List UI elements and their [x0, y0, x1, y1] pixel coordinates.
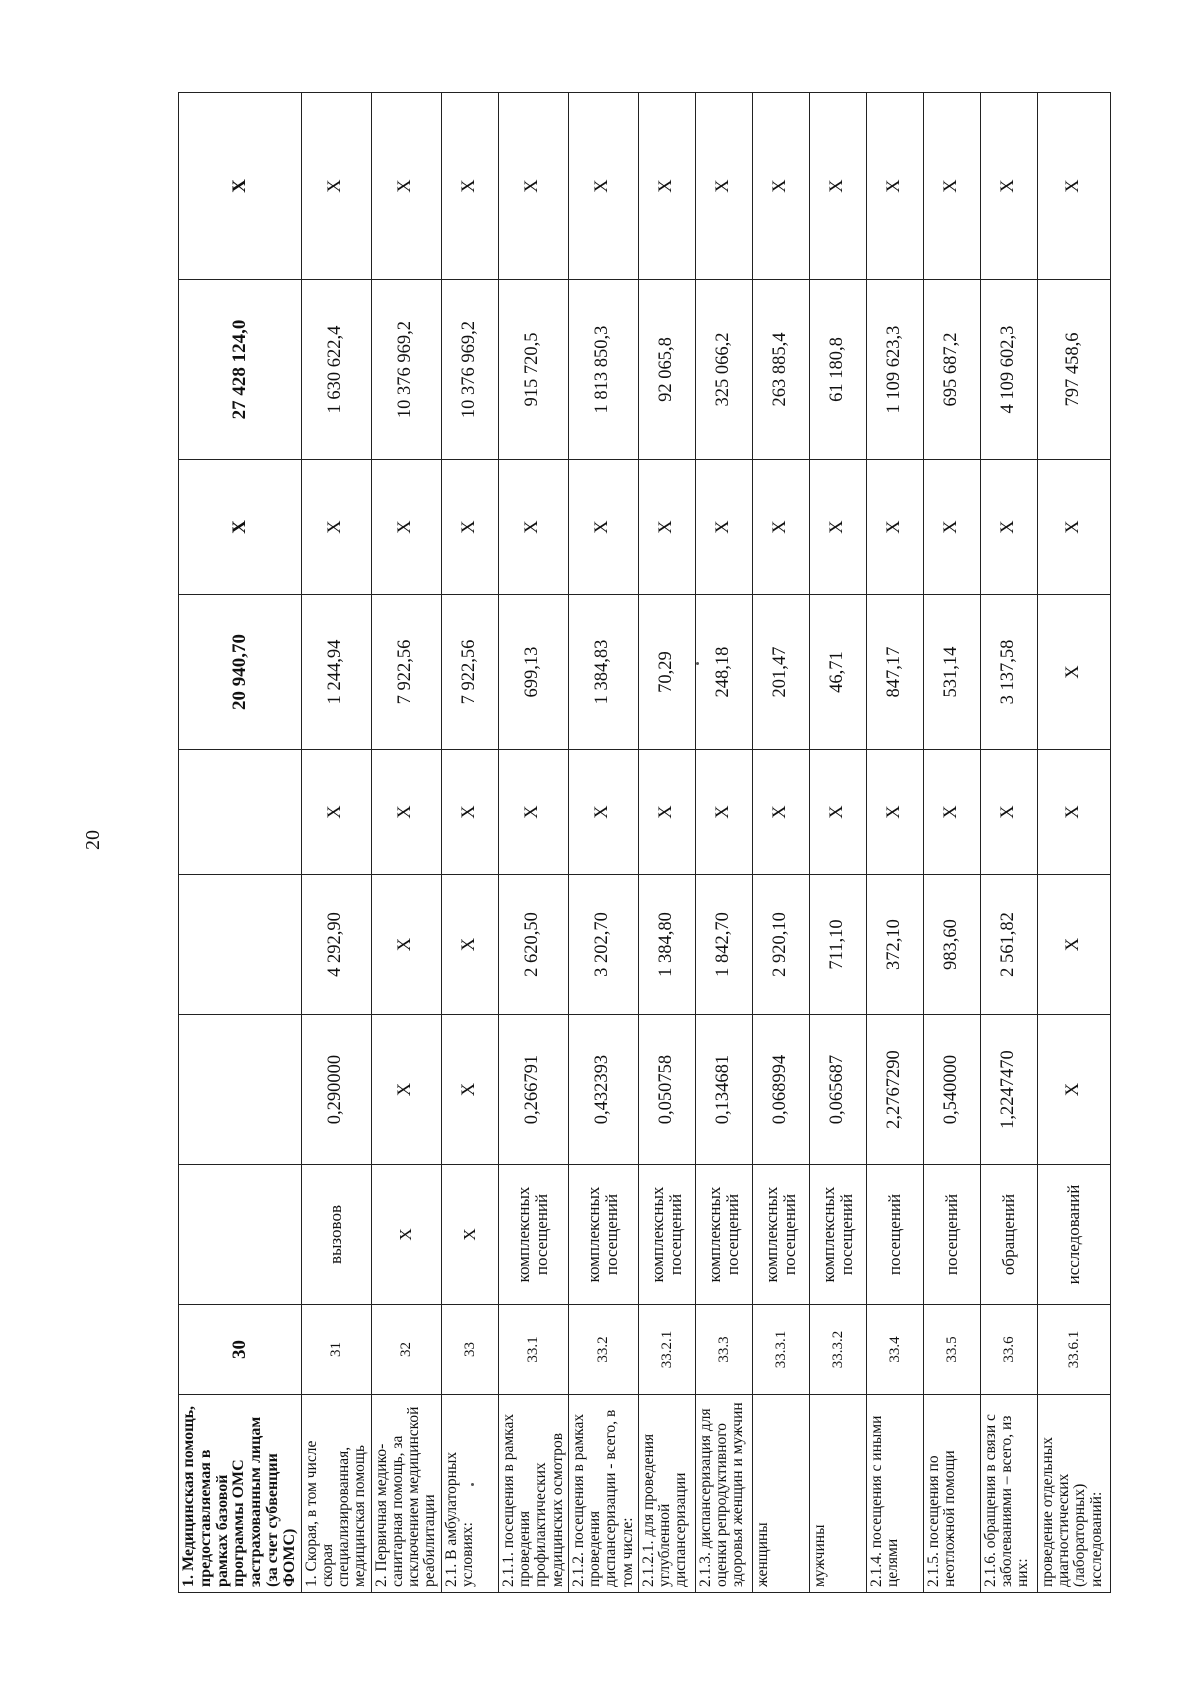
cell-name: 2.1.5. посещения по неотложной помощи [923, 1395, 980, 1593]
cell-name: проведение отдельных диагностических (лабораторных) исследований: [1037, 1395, 1110, 1593]
cell-c6: X [866, 750, 923, 875]
cell-unit: исследований [1037, 1165, 1110, 1305]
cell-name: 2. Первичная медико-санитарная помощь, за исключением медицинской реабилитации [371, 1395, 441, 1593]
cell-c7: 1 244,94 [301, 595, 371, 750]
table-row [695, 93, 752, 1593]
cell-name: 1. Медицинская помощь, предоставляемая в рамках базовой программы ОМС застрахованным лицам (за счет субвенции ФОМС) [179, 1395, 302, 1593]
cell-c10: X [498, 93, 568, 280]
cell-unit: X [371, 1165, 441, 1305]
cell-c8: X [498, 460, 568, 595]
cell-unit: обращений [980, 1165, 1037, 1305]
cell-name: мужчины [809, 1395, 866, 1593]
cell-c9: 27 428 124,0 [179, 280, 302, 460]
cell-c6: X [980, 750, 1037, 875]
cell-norm: 2,2767290 [866, 1015, 923, 1165]
cell-cost: 4 292,90 [301, 875, 371, 1015]
cell-c6: X [923, 750, 980, 875]
cell-c9: 695 687,2 [923, 280, 980, 460]
cell-name: 2.1.6. обращения в связи с заболеваниями – всего, из них: [980, 1395, 1037, 1593]
cell-unit: посещений [866, 1165, 923, 1305]
cell-name: 1. Скорая, в том числе скорая специализированная, медицинская помощь [301, 1395, 371, 1593]
cell-cost: X [371, 875, 441, 1015]
cell-c7: 699,13 [498, 595, 568, 750]
table-row [301, 93, 371, 1593]
cell-norm: X [441, 1015, 498, 1165]
cell-code: 33.2.1 [638, 1305, 695, 1395]
cell-name: 2.1. В амбулаторных условиях: [441, 1395, 498, 1593]
page-number: 20 [82, 830, 104, 850]
cell-cost: 372,10 [866, 875, 923, 1015]
cell-c7: 1 384,83 [568, 595, 638, 750]
cell-cost: 2 561,82 [980, 875, 1037, 1015]
table-row [498, 93, 568, 1593]
cell-unit: комплексных посещений [695, 1165, 752, 1305]
cell-c6 [179, 750, 302, 875]
table-row [866, 93, 923, 1593]
cell-code: 33.3.2 [809, 1305, 866, 1395]
cell-c9: 915 720,5 [498, 280, 568, 460]
cell-c9: 92 065,8 [638, 280, 695, 460]
cell-c10: X [441, 93, 498, 280]
cell-name: 2.1.2.1. для проведения углубленной диспансеризации [638, 1395, 695, 1593]
cell-norm: 0,065687 [809, 1015, 866, 1165]
cell-norm: 0,134681 [695, 1015, 752, 1165]
cell-code: 33.6.1 [1037, 1305, 1110, 1395]
cell-code: 33.5 [923, 1305, 980, 1395]
cell-code: 32 [371, 1305, 441, 1395]
cell-c7: 531,14 [923, 595, 980, 750]
cell-code: 33.2 [568, 1305, 638, 1395]
cell-name: 2.1.3. диспансеризация для оценки репродуктивного здоровья женщин и мужчин [695, 1395, 752, 1593]
table-row [980, 93, 1037, 1593]
cell-code: 33.1 [498, 1305, 568, 1395]
cell-c9: 325 066,2 [695, 280, 752, 460]
cell-c6: X [498, 750, 568, 875]
cell-norm: 0,432393 [568, 1015, 638, 1165]
cell-c7: 46,71 [809, 595, 866, 750]
cell-cost: X [1037, 875, 1110, 1015]
cell-c10: X [752, 93, 809, 280]
cell-c8: X [301, 460, 371, 595]
cell-c10: X [923, 93, 980, 280]
cell-c8: X [752, 460, 809, 595]
cell-c9: 4 109 602,3 [980, 280, 1037, 460]
cell-c7: 847,17 [866, 595, 923, 750]
cell-c9: 1 813 850,3 [568, 280, 638, 460]
cell-norm: X [371, 1015, 441, 1165]
cell-c6: X [809, 750, 866, 875]
cell-c8: X [1037, 460, 1110, 595]
cell-c10: X [1037, 93, 1110, 280]
cell-c6: X [568, 750, 638, 875]
cell-c9: 1 109 623,3 [866, 280, 923, 460]
table-body [179, 93, 1111, 1593]
cell-c8: X [695, 460, 752, 595]
cell-c8: X [179, 460, 302, 595]
cell-c8: X [568, 460, 638, 595]
cell-code: 33.4 [866, 1305, 923, 1395]
table-row [923, 93, 980, 1593]
cell-c10: X [695, 93, 752, 280]
cell-c6: X [695, 750, 752, 875]
cell-code: 33.3.1 [752, 1305, 809, 1395]
cell-unit: комплексных посещений [498, 1165, 568, 1305]
cell-cost: 3 202,70 [568, 875, 638, 1015]
cell-name: 2.1.1. посещения в рамках проведения профилактических медицинских осмотров [498, 1395, 568, 1593]
table-row [809, 93, 866, 1593]
cell-c9: 10 376 969,2 [371, 280, 441, 460]
cell-norm: 0,540000 [923, 1015, 980, 1165]
cell-unit: комплексных посещений [568, 1165, 638, 1305]
cell-norm: 1,2247470 [980, 1015, 1037, 1165]
cell-c7: 248,18 [695, 595, 752, 750]
cell-unit: комплексных посещений [809, 1165, 866, 1305]
cell-code: 31 [301, 1305, 371, 1395]
cell-c9: 1 630 622,4 [301, 280, 371, 460]
cell-c8: X [371, 460, 441, 595]
cell-c10: X [638, 93, 695, 280]
cell-c8: X [441, 460, 498, 595]
cell-c10: X [179, 93, 302, 280]
cell-cost: X [441, 875, 498, 1015]
cell-unit [179, 1165, 302, 1305]
cell-c10: X [301, 93, 371, 280]
cell-norm: 0,050758 [638, 1015, 695, 1165]
cell-c9: 61 180,8 [809, 280, 866, 460]
cell-unit: комплексных посещений [638, 1165, 695, 1305]
cell-c6: X [371, 750, 441, 875]
cell-c10: X [809, 93, 866, 280]
cell-c7: 70,29 [638, 595, 695, 750]
cell-c6: X [1037, 750, 1110, 875]
cell-c10: X [980, 93, 1037, 280]
cell-name: женщины [752, 1395, 809, 1593]
cell-unit: X [441, 1165, 498, 1305]
cell-c10: X [371, 93, 441, 280]
table-row [1037, 93, 1110, 1593]
cell-c7: 7 922,56 [371, 595, 441, 750]
cell-c9: 797 458,6 [1037, 280, 1110, 460]
cell-c8: X [980, 460, 1037, 595]
cell-code: 33.6 [980, 1305, 1037, 1395]
cell-c6: X [441, 750, 498, 875]
cell-c7: 7 922,56 [441, 595, 498, 750]
cell-c7: X [1037, 595, 1110, 750]
cell-norm: 0,290000 [301, 1015, 371, 1165]
cell-code: 33.3 [695, 1305, 752, 1395]
cell-c6: X [638, 750, 695, 875]
cell-unit: посещений [923, 1165, 980, 1305]
cell-norm: X [1037, 1015, 1110, 1165]
cell-name: 2.1.4. посещения с иными целями [866, 1395, 923, 1593]
cell-code: 30 [179, 1305, 302, 1395]
cell-unit: вызовов [301, 1165, 371, 1305]
cell-c7: 3 137,58 [980, 595, 1037, 750]
cell-c9: 263 885,4 [752, 280, 809, 460]
cell-cost: 983,60 [923, 875, 980, 1015]
cell-c8: X [809, 460, 866, 595]
cell-code: 33 [441, 1305, 498, 1395]
cell-cost: 1 842,70 [695, 875, 752, 1015]
table-row [752, 93, 809, 1593]
cell-c8: X [638, 460, 695, 595]
cell-name: 2.1.2. посещения в рамках проведения диспансеризации - всего, в том числе: [568, 1395, 638, 1593]
cell-norm: 0,266791 [498, 1015, 568, 1165]
cell-c10: X [568, 93, 638, 280]
cell-c7: 20 940,70 [179, 595, 302, 750]
cell-cost: 1 384,80 [638, 875, 695, 1015]
cell-c8: X [866, 460, 923, 595]
cell-cost: 711,10 [809, 875, 866, 1015]
cell-norm: 0,068994 [752, 1015, 809, 1165]
table-row [371, 93, 441, 1593]
cell-cost: 2 620,50 [498, 875, 568, 1015]
cell-c8: X [923, 460, 980, 595]
cell-c6: X [752, 750, 809, 875]
budget-table [178, 92, 1111, 1593]
table-row [568, 93, 638, 1593]
cell-norm [179, 1015, 302, 1165]
table-row [179, 93, 302, 1593]
cell-c7: 201,47 [752, 595, 809, 750]
cell-c6: X [301, 750, 371, 875]
cell-c10: X [866, 93, 923, 280]
table-row [638, 93, 695, 1593]
cell-unit: комплексных посещений [752, 1165, 809, 1305]
cell-c9: 10 376 969,2 [441, 280, 498, 460]
rotated-table-wrapper [178, 93, 1105, 1593]
cell-cost: 2 920,10 [752, 875, 809, 1015]
cell-cost [179, 875, 302, 1015]
table-row [441, 93, 498, 1593]
